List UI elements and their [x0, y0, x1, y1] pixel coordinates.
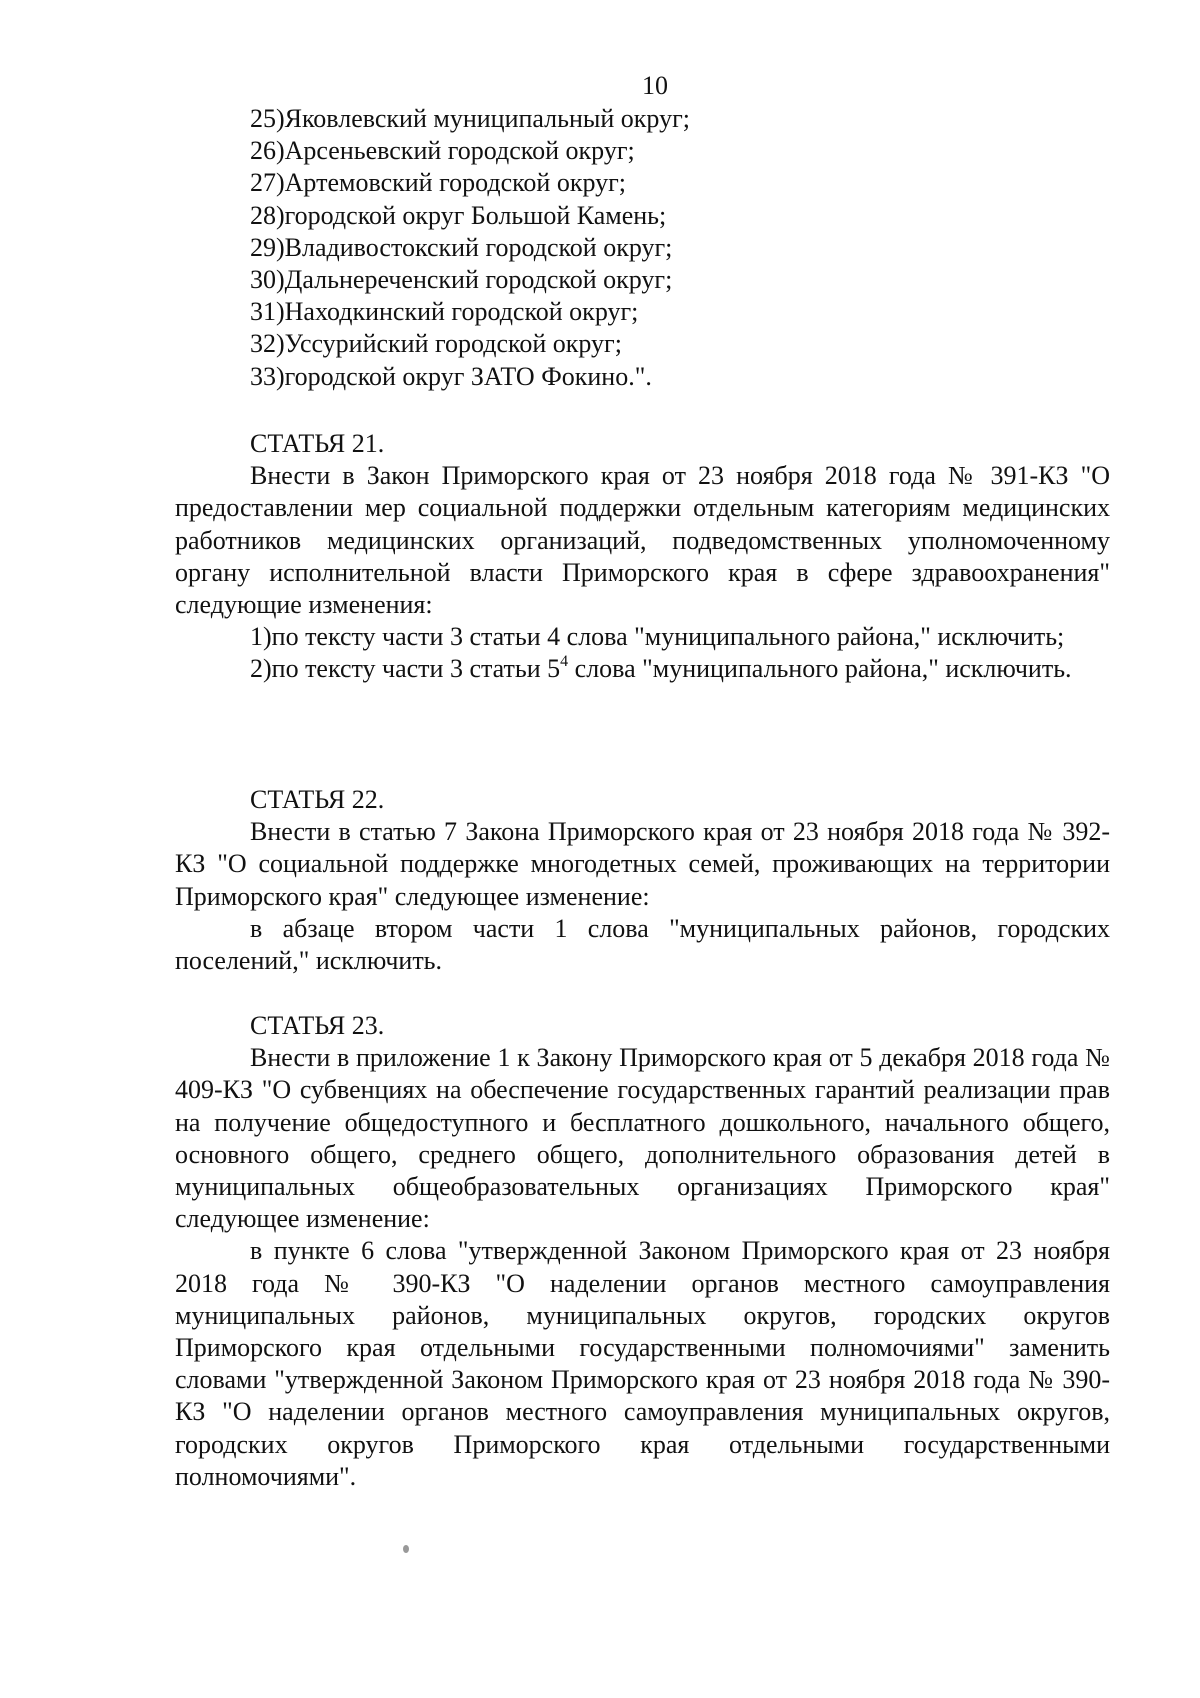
list-item: 33)городской округ ЗАТО Фокино.".: [250, 361, 652, 391]
scan-speck: [403, 1545, 409, 1553]
article-21-heading: СТАТЬЯ 21.: [250, 429, 385, 458]
article-22-intro: Внести в статью 7 Закона Приморского края от 23 ноября 2018 года № 392-КЗ "О социальной поддержке многодетных семей, проживающих на территории Приморского края" следующее изменение:: [175, 817, 1110, 911]
article-21-item-1: 1)по тексту части 3 статьи 4 слова "муниципального района," исключить;: [250, 622, 1065, 652]
article-21-intro: Внести в Закон Приморского края от 23 ноября 2018 года № 391-КЗ "О предоставлении мер социальной поддержки отдельным категориям медицинских работников медицинских организаций, подведомственных уполномоченному органу исполнительной власти Приморского края в сфере здравоохранения" следующие изменения:: [175, 461, 1110, 619]
article-21-item-2: [175, 653, 1110, 685]
article-23-intro: Внести в приложение 1 к Закону Приморского края от 5 декабря 2018 года № 409-КЗ "О субвенциях на обеспечение государственных гарантий реализации прав на получение общедоступного и бесплатного дошкольного, начального общего, основного общего, среднего общего, дополнительного образования детей в муниципальных общеобразовательных организациях Приморского края" следующее изменение:: [175, 1043, 1110, 1234]
article-21-item-2-start: 2)по тексту части 3 статьи 5: [250, 654, 561, 684]
article-22-heading: СТАТЬЯ 22.: [250, 785, 385, 814]
article-23-item: в пункте 6 слова "утвержденной Законом Приморского края от 23 ноября 2018 года № 390-КЗ "О наделении органов местного самоуправления муниципальных районов, муниципальных округов, городских округов Приморского края отдельными государственными полномочиями" заменить словами "утвержденной Законом Приморского края от 23 ноября 2018 года № 390-КЗ "О наделении органов местного самоуправления муниципальных округов, городских округов Приморского края отдельными государственными полномочиями".: [175, 1236, 1110, 1491]
article-22: [175, 784, 1110, 977]
list-item: 26)Арсеньевский городской округ;: [250, 136, 635, 166]
article-21-item-2-end: слова "муниципального района," исключить.: [568, 654, 1072, 684]
article-22-item: в абзаце втором части 1 слова "муниципальных районов, городских поселений," исключить.: [175, 913, 1110, 975]
list-item: 28)городской округ Большой Камень;: [250, 200, 667, 230]
municipality-list: [250, 103, 690, 393]
list-item: 32)Уссурийский городской округ;: [250, 329, 622, 359]
page-number: 10: [642, 71, 668, 100]
article-21: [175, 428, 1110, 686]
article-21-item-2-superscript: 4: [560, 652, 569, 670]
list-item: 27)Артемовский городской округ;: [250, 168, 627, 198]
list-item: 31)Находкинский городской округ;: [250, 297, 639, 327]
article-23: [175, 1010, 1110, 1493]
list-item: 29)Владивостокский городской округ;: [250, 232, 673, 262]
list-item: 25)Яковлевский муниципальный округ;: [250, 104, 690, 133]
article-23-heading: СТАТЬЯ 23.: [250, 1011, 385, 1040]
list-item: 30)Дальнереченский городской округ;: [250, 264, 673, 294]
